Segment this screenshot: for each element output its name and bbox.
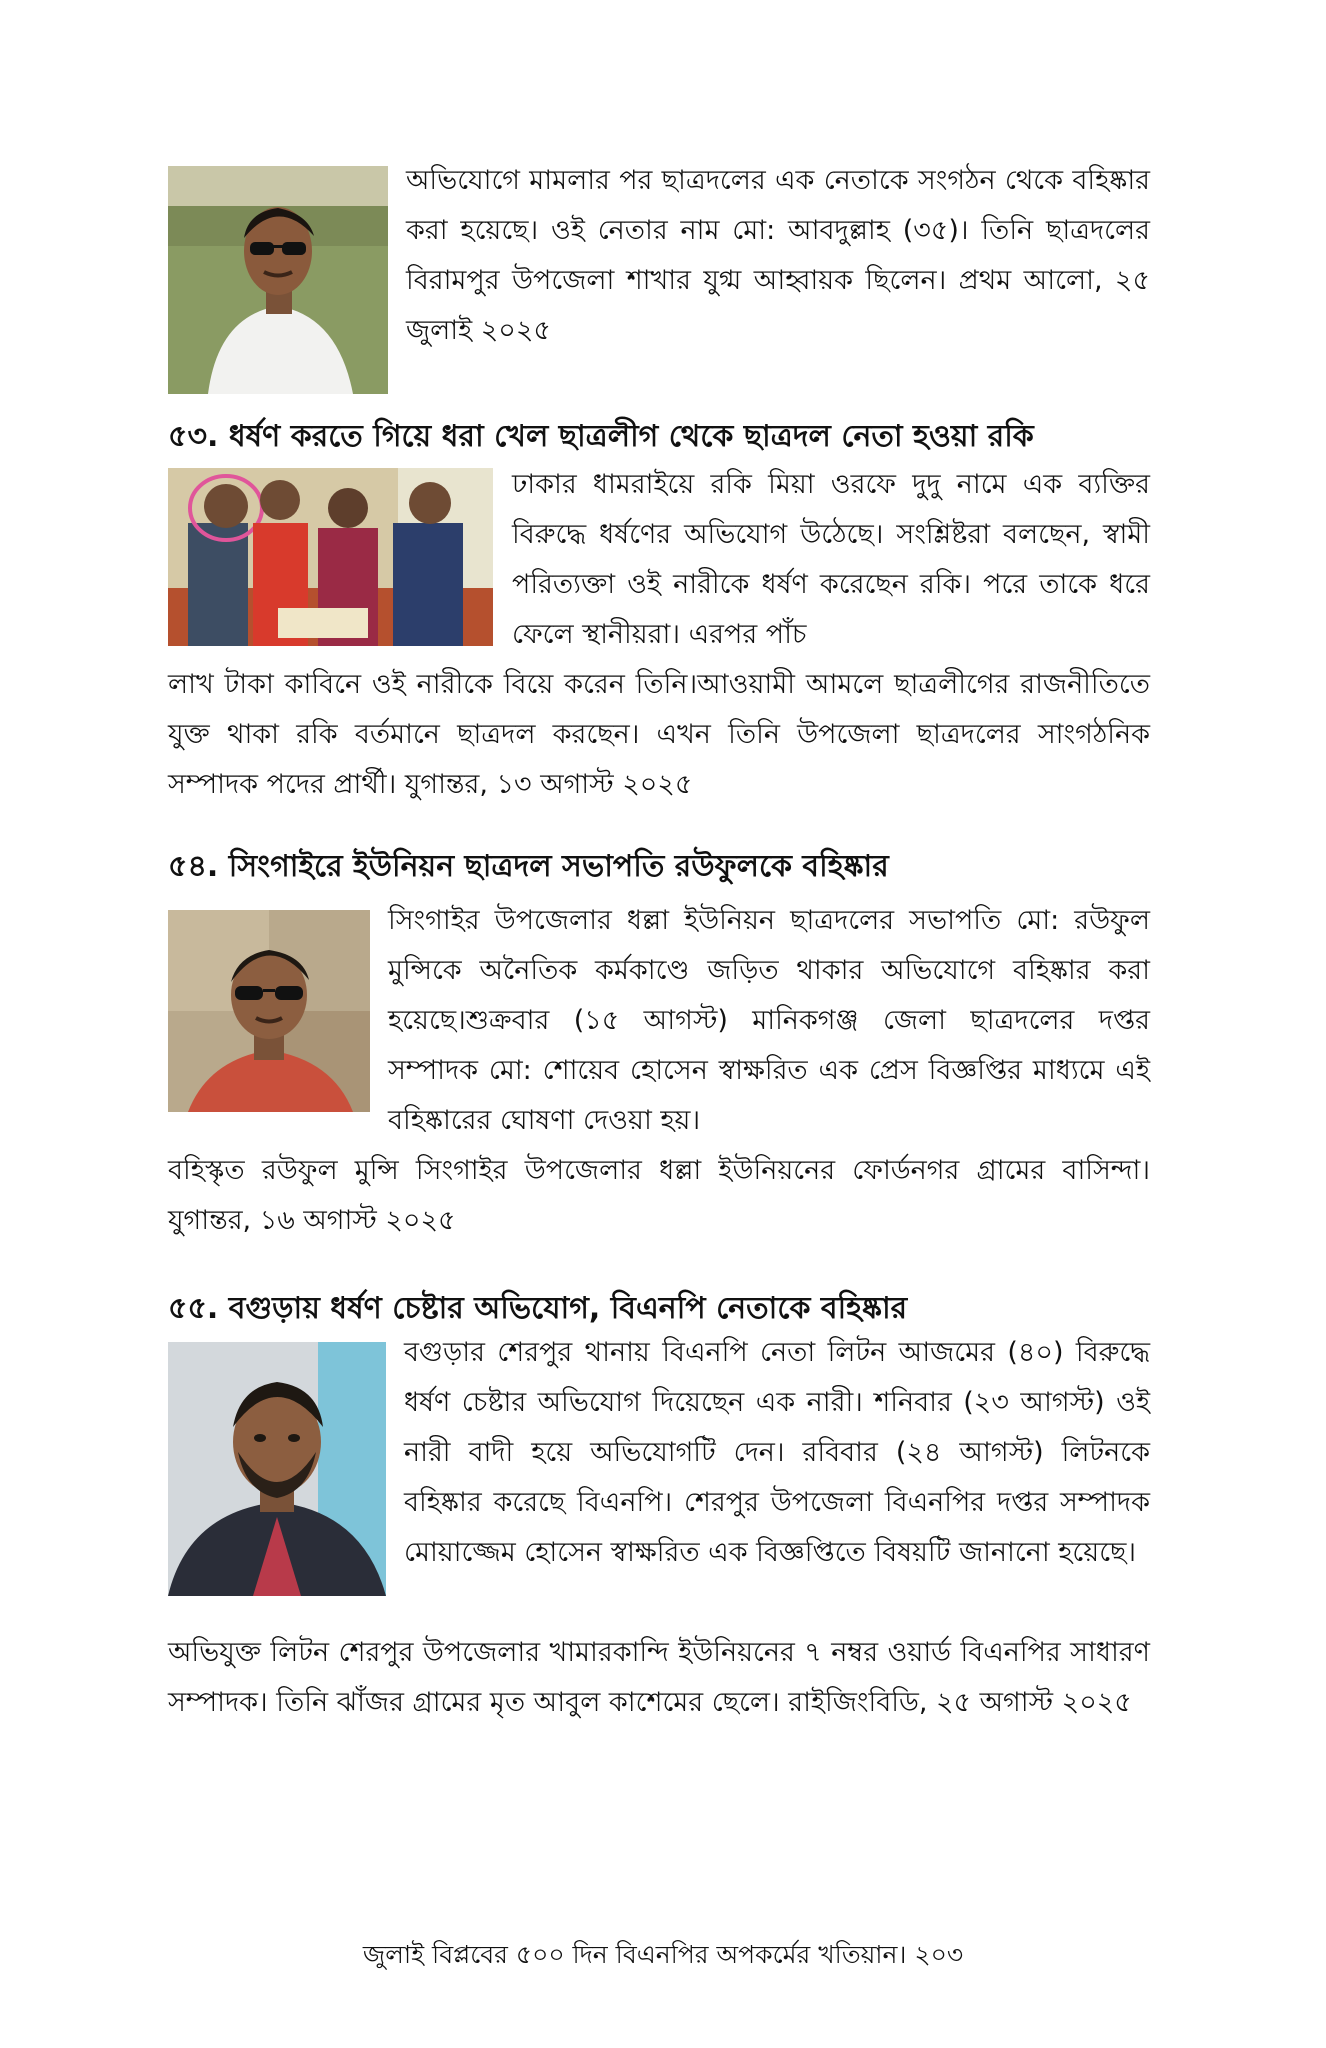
article-photo [168,1342,386,1596]
article-wrap-text: সিংগাইর উপজেলার ধল্লা ইউনিয়ন ছাত্রদলের সভাপতি মো: রউফুল মুন্সিকে অনৈতিক কর্মকাণ্ডে জড়িত থাকার অভিযোগে বহিষ্কার করা হয়েছে।শুক্রবার (১৫ আগস্ট) মানিকগঞ্জ জেলা ছাত্রদলের দপ্তর সম্পাদক মো: শোয়েব হোসেন স্বাক্ষরিত এক প্রেস বিজ্ঞপ্তির মাধ্যমে এই বহিষ্কারের ঘোষণা দেওয়া হয়। [388,905,1150,1136]
page-footer: জুলাই বিপ্লবের ৫০০ দিন বিএনপির অপকর্মের খতিয়ান। ২০৩ [362,1940,964,1969]
article-body-text: লাখ টাকা কাবিনে ওই নারীকে বিয়ে করেন তিনি।আওয়ামী আমলে ছাত্রলীগের রাজনীতিতে যুক্ত থাকা রকি বর্তমানে ছাত্রদল করছেন। এখন তিনি উপজেলা ছাত্রদলের সাংগঠনিক সম্পাদক পদের প্রার্থী। যুগান্তর, ১৩ অগাস্ট ২০২৫ [168,669,1150,800]
article-heading: ৫৪. সিংগাইরে ইউনিয়ন ছাত্রদল সভাপতি রউফুলকে বহিষ্কার [168,849,889,884]
article-wrap-text: অভিযোগে মামলার পর ছাত্রদলের এক নেতাকে সংগঠন থেকে বহিষ্কার করা হয়েছে। ওই নেতার নাম মো: আবদুল্লাহ (৩৫)। তিনি ছাত্রদলের বিরামপুর উপজেলা শাখার যুগ্ম আহ্বায়ক ছিলেন। প্রথম আলো, ২৫ জুলাই ২০২৫ [406,165,1150,346]
article-wrap-text: বগুড়ার শেরপুর থানায় বিএনপি নেতা লিটন আজমের (৪০) বিরুদ্ধে ধর্ষণ চেষ্টার অভিযোগ দিয়েছেন এক নারী। শনিবার (২৩ আগস্ট) ওই নারী বাদী হয়ে অভিযোগটি দেন। রবিবার (২৪ আগস্ট) লিটনকে বহিষ্কার করেছে বিএনপি। শেরপুর উপজেলা বিএনপির দপ্তর সম্পাদক মোয়াজ্জেম হোসেন স্বাক্ষরিত এক বিজ্ঞপ্তিতে বিষয়টি জানানো হয়েছে। [404,1337,1150,1568]
article-body-text: বহিস্কৃত রউফুল মুন্সি সিংগাইর উপজেলার ধল্লা ইউনিয়নের ফোর্ডনগর গ্রামের বাসিন্দা। যুগান্তর, ১৬ অগাস্ট ২০২৫ [168,1155,1150,1236]
article-photo [168,910,370,1112]
article-photo [168,468,493,646]
article-photo [168,166,388,394]
article-heading: ৫৩. ধর্ষণ করতে গিয়ে ধরা খেল ছাত্রলীগ থেকে ছাত্রদল নেতা হওয়া রকি [168,419,1034,454]
article-wrap-text: ঢাকার ধামরাইয়ে রকি মিয়া ওরফে দুদু নামে এক ব্যক্তির বিরুদ্ধে ধর্ষণের অভিযোগ উঠেছে। সংশ্লিষ্টরা বলছেন, স্বামী পরিত্যক্তা ওই নারীকে ধর্ষণ করেছেন রকি। পরে তাকে ধরে ফেলে স্থানীয়রা। এরপর পাঁচ [512,469,1150,650]
article-body-text: অভিযুক্ত লিটন শেরপুর উপজেলার খামারকান্দি ইউনিয়নের ৭ নম্বর ওয়ার্ড বিএনপির সাধারণ সম্পাদক। তিনি ঝাঁজর গ্রামের মৃত আবুল কাশেমের ছেলে। রাইজিংবিডি, ২৫ অগাস্ট ২০২৫ [168,1637,1150,1718]
article-heading: ৫৫. বগুড়ায় ধর্ষণ চেষ্টার অভিযোগ, বিএনপি নেতাকে বহিষ্কার [168,1291,908,1326]
